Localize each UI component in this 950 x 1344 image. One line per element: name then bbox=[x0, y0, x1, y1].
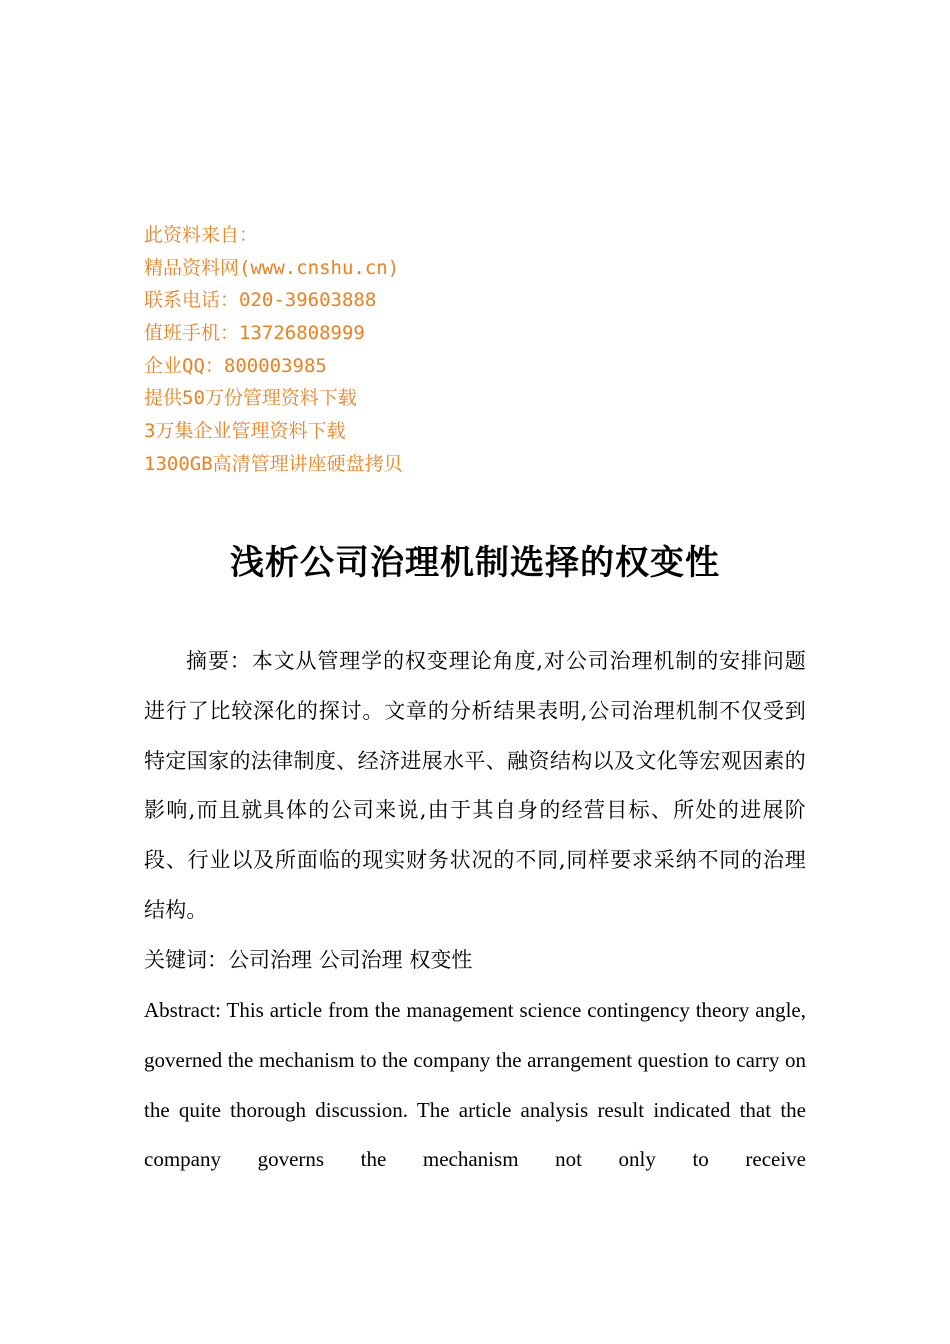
mobile-line: 值班手机：13726808999 bbox=[144, 322, 365, 345]
offer-line-1: 提供50万份管理资料下载 bbox=[144, 387, 357, 410]
document-title: 浅析公司治理机制选择的权变性 bbox=[230, 543, 720, 583]
qq-line: 企业QQ：800003985 bbox=[144, 354, 327, 377]
offer-line-2: 3万集企业管理资料下载 bbox=[144, 420, 346, 443]
phone-line: 联系电话：020-39603888 bbox=[144, 289, 377, 312]
offer-line-3: 1300GB高清管理讲座硬盘拷贝 bbox=[144, 452, 403, 475]
english-abstract: Abstract: This article from the management science contingency theory angle, governed the mechanism to the company the arrangement question to carry on the quite thorough discussion. The article analysis result indicated that the company governs the mechanism not only to receive bbox=[144, 998, 806, 1172]
chinese-abstract: 摘要：本文从管理学的权变理论角度,对公司治理机制的安排问题进行了比较深化的探讨。文章的分析结果表明,公司治理机制不仅受到特定国家的法律制度、经济进展水平、融资结构以及文化等宏观因素的影响,而且就具体的公司来说,由于其自身的经营目标、所处的进展阶段、行业以及所面临的现实财务状况的不同,同样要求采纳不同的治理结构。 bbox=[144, 649, 806, 922]
website-line: 精品资料网(www.cnshu.cn) bbox=[144, 256, 400, 279]
keywords: 关键词：公司治理 公司治理 权变性 bbox=[144, 948, 473, 972]
source-info-block bbox=[144, 219, 544, 481]
source-line: 此资料来自： bbox=[144, 224, 259, 246]
